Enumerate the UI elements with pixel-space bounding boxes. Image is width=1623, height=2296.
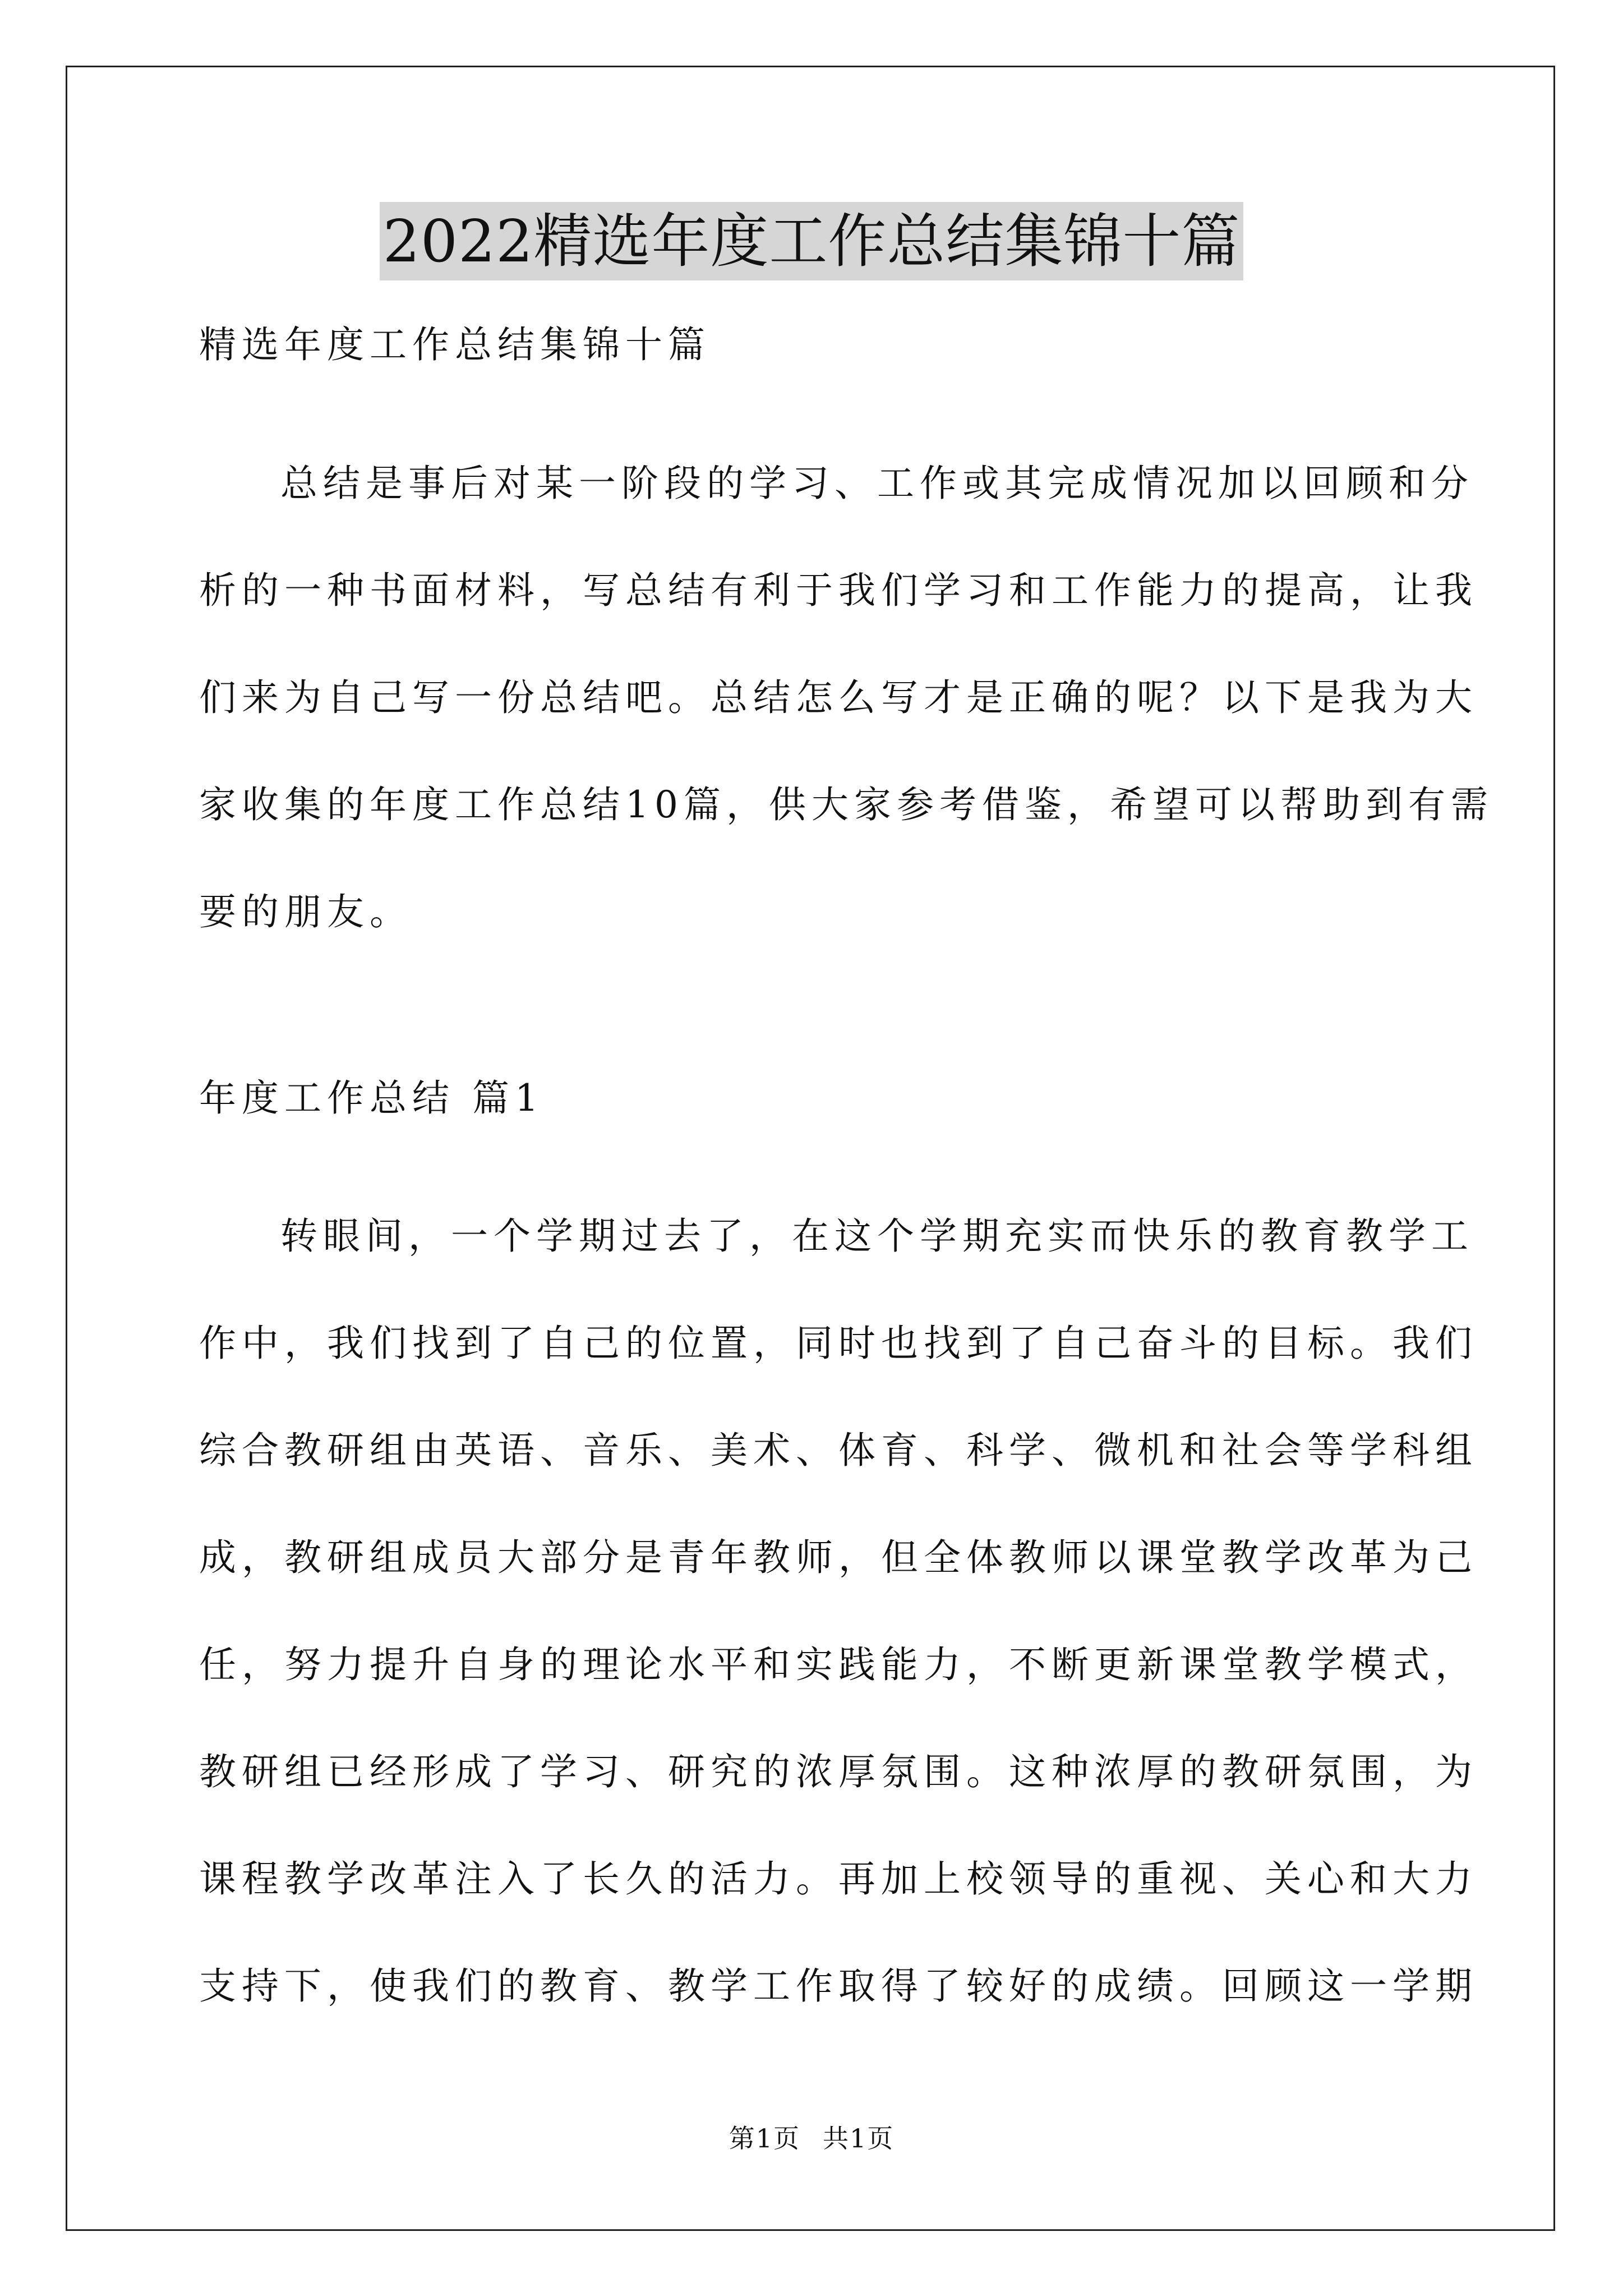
page-footer bbox=[0, 2122, 1623, 2155]
document-subtitle: 精选年度工作总结集锦十篇 bbox=[199, 323, 711, 366]
section-line-4: 成，教研组成员大部分是青年教师，但全体教师以课堂教学改革为己 bbox=[199, 1536, 1478, 1579]
intro-line-2: 析的一种书面材料，写总结有利于我们学习和工作能力的提高，让我 bbox=[199, 569, 1478, 612]
section-line-2: 作中，我们找到了自己的位置，同时也找到了自己奋斗的目标。我们 bbox=[199, 1322, 1478, 1365]
intro-line-4: 家收集的年度工作总结10篇，供大家参考借鉴，希望可以帮助到有需 bbox=[199, 783, 1493, 826]
title-container bbox=[0, 202, 1623, 280]
intro-line-5: 要的朋友。 bbox=[199, 890, 412, 933]
section-heading: 年度工作总结 篇1 bbox=[199, 1076, 544, 1120]
document-title: 2022精选年度工作总结集锦十篇 bbox=[380, 202, 1244, 280]
section-line-6: 教研组已经形成了学习、研究的浓厚氛围。这种浓厚的教研氛围，为 bbox=[199, 1750, 1478, 1793]
intro-line-1: 总结是事后对某一阶段的学习、工作或其完成情况加以回顾和分 bbox=[280, 462, 1474, 505]
section-line-5: 任，努力提升自身的理论水平和实践能力，不断更新课堂教学模式， bbox=[199, 1643, 1478, 1686]
section-line-8: 支持下，使我们的教育、教学工作取得了较好的成绩。回顾这一学期 bbox=[199, 1964, 1478, 2008]
page-border bbox=[66, 66, 1555, 2231]
page-number: 第1页 bbox=[728, 2123, 800, 2154]
section-line-1: 转眼间，一个学期过去了，在这个学期充实而快乐的教育教学工 bbox=[280, 1214, 1474, 1258]
page-total: 共1页 bbox=[823, 2123, 895, 2154]
intro-line-3: 们来为自己写一份总结吧。总结怎么写才是正确的呢？以下是我为大 bbox=[199, 676, 1478, 719]
section-line-7: 课程教学改革注入了长久的活力。再加上校领导的重视、关心和大力 bbox=[199, 1857, 1478, 1901]
section-line-3: 综合教研组由英语、音乐、美术、体育、科学、微机和社会等学科组 bbox=[199, 1429, 1478, 1472]
